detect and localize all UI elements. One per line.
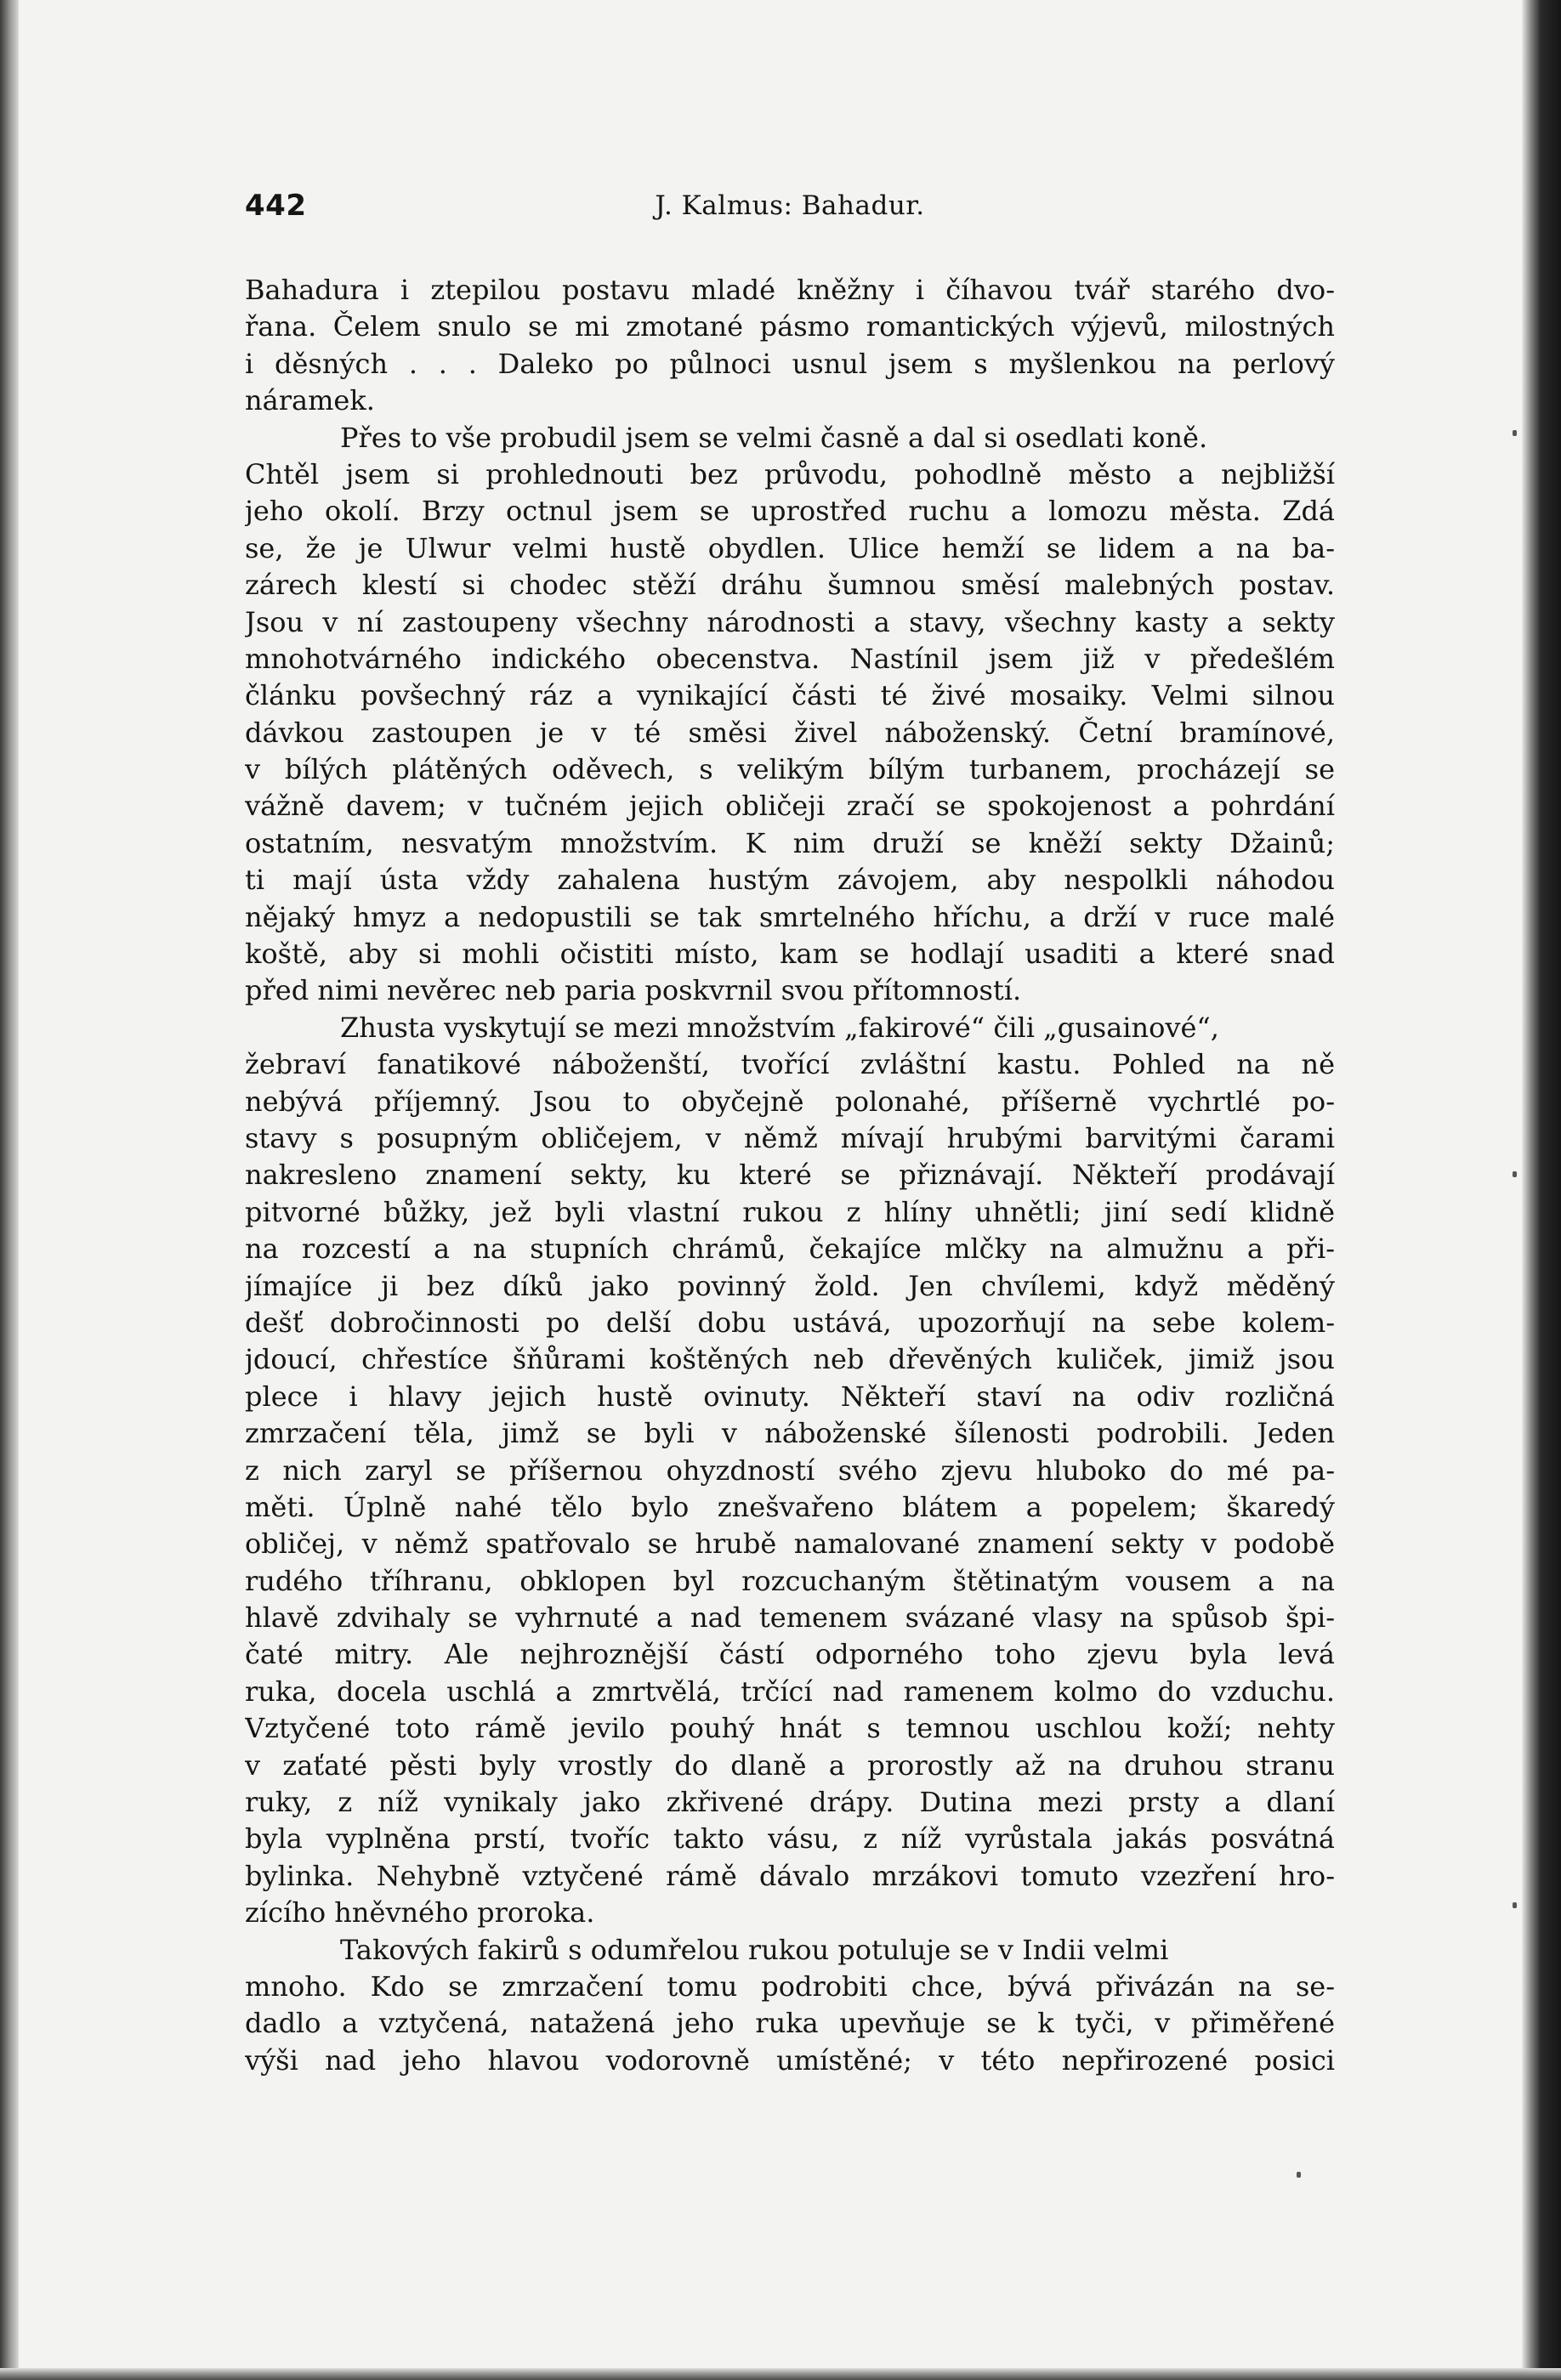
text-line: dešť dobročinnosti po delší dobu ustává, upozorňují na sebe kolem- <box>245 1306 1335 1339</box>
text-line: měti. Úplně nahé tělo bylo znešvařeno blátem a popelem; škaredý <box>245 1490 1335 1523</box>
bottom-page-edge <box>0 2368 1561 2380</box>
text-line: dadlo a vztyčená, natažená jeho ruka upevňuje se k tyči, v přiměřené <box>245 2007 1335 2040</box>
text-line: Jsou v ní zastoupeny všechny národnosti a stavy, všechny kasty a sekty <box>245 605 1335 638</box>
text-line: koště, aby si mohli očistiti místo, kam se hodlají usaditi a které snad <box>245 938 1335 971</box>
text-line: mnohotvárného indického obecenstva. Nastínil jsem již v předešlém <box>245 642 1335 675</box>
text-line: řana. Čelem snulo se mi zmotané pásmo romantických výjevů, milostných <box>245 310 1335 343</box>
margin-speck <box>1513 430 1517 436</box>
text-line: jímajíce ji bez díků jako povinný žold. Jen chvílemi, když měděný <box>245 1269 1335 1302</box>
text-line: Takových fakirů s odumřelou rukou potuluje se v Indii velmi <box>340 1933 1169 1966</box>
text-line: zmrzačení těla, jimž se byli v náboženské šílenosti podrobili. Jeden <box>245 1417 1335 1450</box>
text-line: Bahadura i ztepilou postavu mladé kněžny i číhavou tvář starého dvo- <box>245 274 1335 306</box>
text-line: plece i hlavy jejich hustě ovinuty. Někteří staví na odiv rozličná <box>245 1380 1335 1413</box>
text-line: mnoho. Kdo se zmrzačení tomu podrobiti chce, bývá přivázán na se- <box>245 1969 1335 2003</box>
text-line: pitvorné bůžky, jež byli vlastní rukou z hlíny uhnětli; jiní sedí klidně <box>245 1195 1335 1228</box>
margin-speck <box>1297 2172 1301 2178</box>
margin-speck <box>1513 1171 1517 1177</box>
text-line: Chtěl jsem si prohlednouti bez průvodu, pohodlně město a nejbližší <box>245 457 1335 490</box>
text-line: v zaťaté pěsti byly vrostly do dlaně a prorostly až na druhou stranu <box>245 1748 1335 1782</box>
page-number: 442 <box>245 189 307 223</box>
page-header <box>245 189 1335 231</box>
text-line: žebraví fanatikové náboženští, tvořící zvláštní kastu. Pohled na ně <box>245 1048 1335 1081</box>
running-head: J. Kalmus: Bahadur. <box>655 190 925 221</box>
text-line: výši nad jeho hlavou vodorovně umístěné; v této nepřirozené posici <box>245 2043 1335 2077</box>
text-line: jdoucí, chřestíce šňůrami koštěných neb dřevěných kuliček, jimiž jsou <box>245 1343 1335 1376</box>
text-line: stavy s posupným obličejem, v němž mívají hrubými barvitými čarami <box>245 1121 1335 1154</box>
text-line: ruky, z níž vynikaly jako zkřivené drápy. Dutina mezi prsty a dlaní <box>245 1786 1335 1819</box>
text-line: Přes to vše probudil jsem se velmi časně a dal si osedlati koně. <box>340 421 1208 454</box>
text-line: nakresleno znamení sekty, ku které se přiznávají. Někteří prodávají <box>245 1159 1335 1192</box>
text-line: byla vyplněna prstí, tvoříc takto vásu, z níž vyrůstala jakás posvátná <box>245 1822 1335 1856</box>
text-line: nebývá příjemný. Jsou to obyčejně polonahé, příšerně vychrtlé po- <box>245 1085 1335 1118</box>
text-line: jeho okolí. Brzy octnul jsem se uprostřed ruchu a lomozu města. Zdá <box>245 495 1335 528</box>
text-line: rudého tříhranu, obklopen byl rozcuchaným štětinatým vousem a na <box>245 1564 1335 1597</box>
text-line: nějaký hmyz a nedopustili se tak smrtelného hříchu, a drží v ruce malé <box>245 900 1335 933</box>
text-line: hlavě zdvihaly se vyhrnuté a nad temenem svázané vlasy na spůsob špi- <box>245 1601 1335 1635</box>
text-line: v bílých plátěných oděvech, s velikým bílým turbanem, procházejí se <box>245 753 1335 786</box>
text-line: dávkou zastoupen je v té směsi živel náboženský. Četní bramínové, <box>245 716 1335 749</box>
text-line: se, že je Ulwur velmi hustě obydlen. Ulice hemží se lidem a na ba- <box>245 531 1335 564</box>
text-line: náramek. <box>245 384 375 417</box>
text-line: na rozcestí a na stupních chrámů, čekajíce mlčky na almužnu a při- <box>245 1232 1335 1266</box>
text-line: bylinka. Nehybně vztyčené rámě dávalo mrzákovi tomuto vzezření hro- <box>245 1859 1335 1892</box>
text-line: před nimi nevěrec neb paria poskvrnil svou přítomností. <box>245 974 1022 1007</box>
text-line: ruka, docela uschlá a zmrtvělá, trčící nad ramenem kolmo do vzduchu. <box>245 1674 1335 1708</box>
text-line: i děsných . . . Daleko po půlnoci usnul jsem s myšlenkou na perlový <box>245 347 1335 380</box>
text-line: zícího hněvného proroka. <box>245 1896 595 1930</box>
text-line: ti mají ústa vždy zahalena hustým závojem, aby nespolkli náhodou <box>245 864 1335 897</box>
text-line: Zhusta vyskytují se mezi množstvím „fakirové“ čili „gusainové“, <box>340 1011 1219 1044</box>
text-line: čaté mitry. Ale nejhroznější částí odporného toho zjevu byla levá <box>245 1638 1335 1671</box>
text-line: z nich zaryl se příšernou ohyzdností svého zjevu hluboko do mé pa- <box>245 1454 1335 1487</box>
margin-speck <box>1513 1902 1517 1908</box>
text-line: ostatním, nesvatým množstvím. K nim druží se kněží sekty Džainů; <box>245 826 1335 859</box>
left-binding-shadow <box>0 0 19 2380</box>
text-line: zárech klestí si chodec stěží dráhu šumnou směsí malebných postav. <box>245 569 1335 602</box>
right-page-edge <box>1522 0 1561 2380</box>
text-line: vážně davem; v tučném jejich obličeji zračí se spokojenost a pohrdání <box>245 790 1335 823</box>
text-line: Vztyčené toto rámě jevilo pouhý hnát s temnou uschlou koží; nehty <box>245 1712 1335 1745</box>
text-line: obličej, v němž spatřovalo se hrubě namalované znamení sekty v podobě <box>245 1527 1335 1561</box>
body-text <box>245 272 1335 2079</box>
text-line: článku povšechný ráz a vynikající části té živé mosaiky. Velmi silnou <box>245 679 1335 712</box>
